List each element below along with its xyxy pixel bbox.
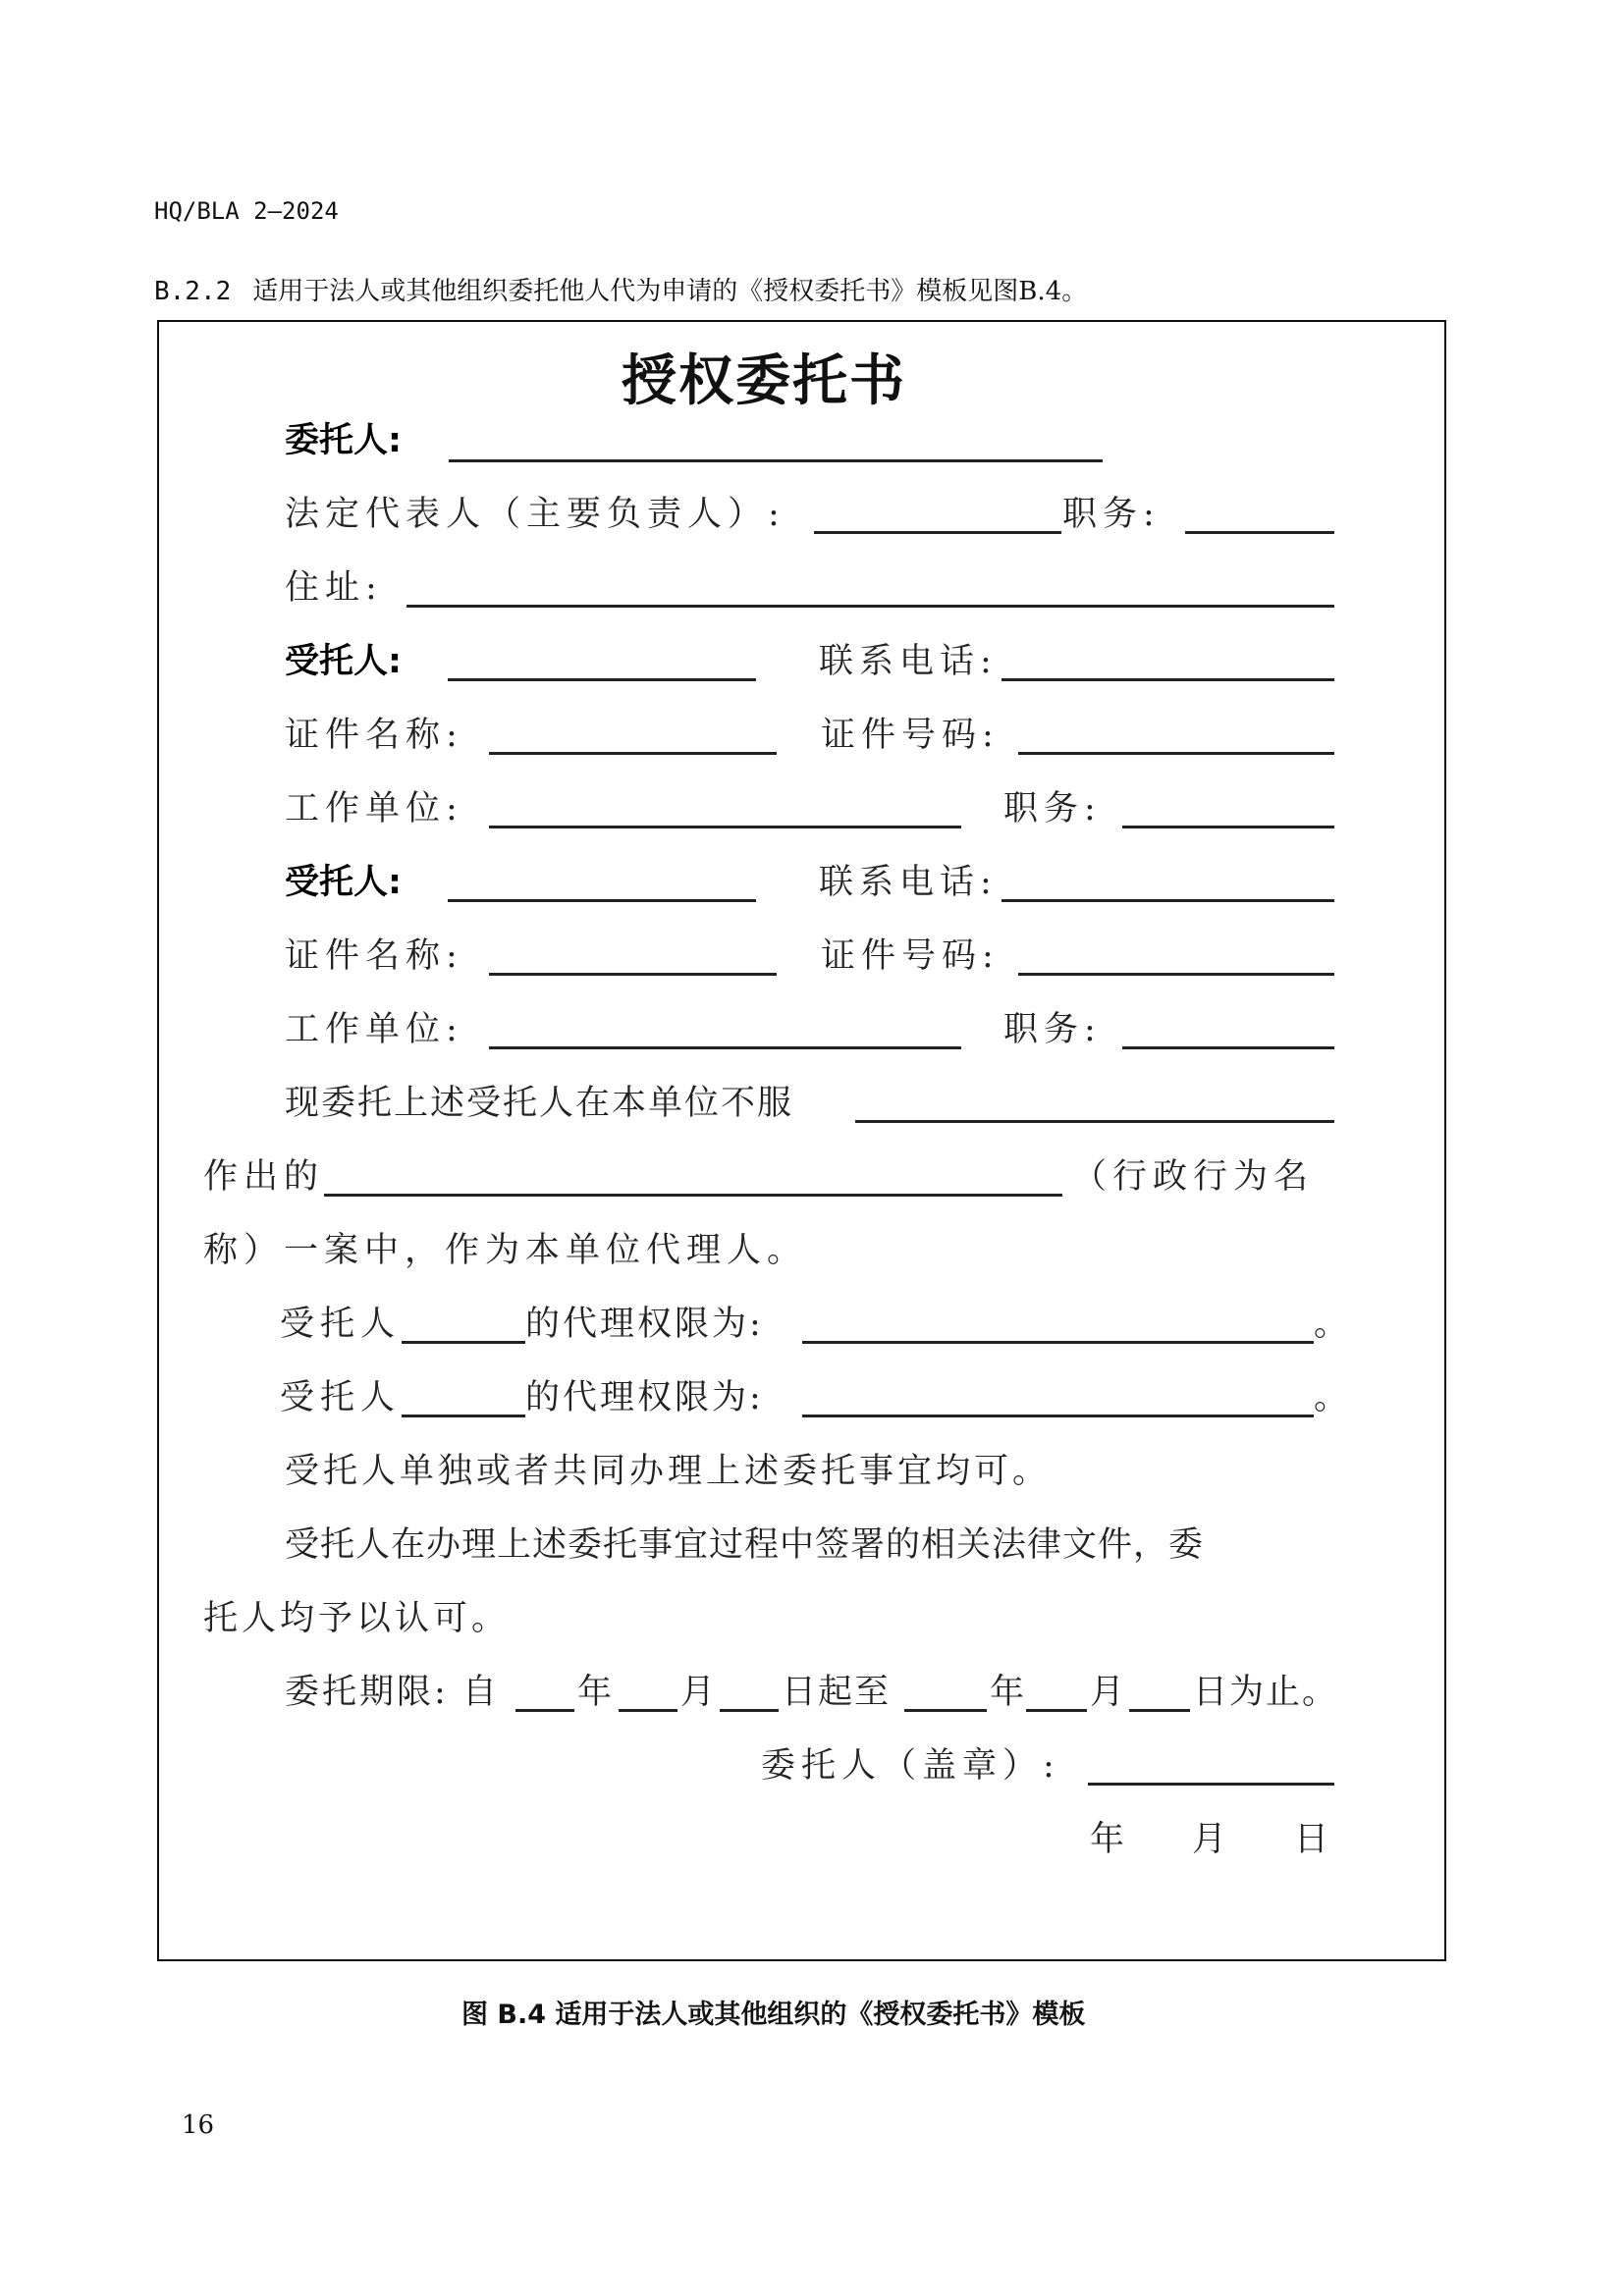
recognition-line-1: 受托人在办理上述委托事宜过程中签署的相关法律文件，委 <box>285 1525 1205 1565</box>
authority1-agent-field[interactable] <box>402 1341 525 1344</box>
term-start-day-field[interactable] <box>720 1709 779 1712</box>
document-code: HQ/BLA 2—2024 <box>154 197 339 225</box>
legal-rep-position-field[interactable] <box>1185 531 1334 534</box>
term-start-year-field[interactable] <box>515 1709 574 1712</box>
agent1-id-number-label: 证件号码: <box>821 716 1000 755</box>
authority2-scope-field[interactable] <box>802 1415 1314 1417</box>
authority1-middle: 的代理权限为: <box>525 1305 764 1344</box>
authority2-middle: 的代理权限为: <box>525 1378 764 1417</box>
agent2-id-number-label: 证件号码: <box>821 936 1000 976</box>
term-start-month-field[interactable] <box>619 1709 677 1712</box>
seal-field[interactable] <box>1088 1783 1334 1786</box>
date-month: 月 <box>1192 1820 1233 1859</box>
agent2-id-type-label: 证件名称: <box>285 936 463 976</box>
agent1-position-field[interactable] <box>1122 826 1334 828</box>
figure-caption: 图 B.4 适用于法人或其他组织的《授权委托书》模板 <box>461 2000 1086 2030</box>
term-end-year-field[interactable] <box>904 1709 987 1712</box>
agent1-id-type-label: 证件名称: <box>285 716 463 755</box>
disputed-agency-field[interactable] <box>855 1120 1334 1123</box>
term-year2: 年 <box>990 1673 1031 1712</box>
authority2-end: 。 <box>1314 1378 1355 1417</box>
entrust-line-3: 称）一案中，作为本单位代理人。 <box>203 1231 808 1270</box>
agent1-position-label: 职务: <box>1003 789 1102 828</box>
clause-text: 适用于法人或其他组织委托他人代为申请的《授权委托书》模板见图B.4。 <box>252 277 1088 306</box>
agent2-phone-label: 联系电话: <box>819 863 998 902</box>
term-day1: 日起至 <box>782 1673 892 1712</box>
joint-statement: 受托人单独或者共同办理上述委托事宜均可。 <box>285 1452 1052 1491</box>
agent1-phone-field[interactable] <box>1001 678 1334 681</box>
entrust-line-2-suffix: （行政行为名 <box>1072 1157 1315 1197</box>
authority1-scope-field[interactable] <box>802 1341 1314 1344</box>
agent1-id-number-field[interactable] <box>1018 752 1334 755</box>
administrative-act-field[interactable] <box>324 1194 1062 1197</box>
page-number: 16 <box>182 2110 215 2140</box>
authority2-agent-field[interactable] <box>402 1415 525 1417</box>
principal-label: 委托人: <box>285 421 402 460</box>
term-year1: 年 <box>577 1673 619 1712</box>
agent1-phone-label: 联系电话: <box>819 642 998 681</box>
agent2-position-field[interactable] <box>1122 1046 1334 1049</box>
agent2-name-field[interactable] <box>448 899 756 902</box>
agent2-employer-label: 工作单位: <box>285 1010 463 1049</box>
legal-rep-field[interactable] <box>814 531 1061 534</box>
principal-field[interactable] <box>449 459 1103 462</box>
form-title: 授权委托书 <box>622 349 906 413</box>
agent1-name-field[interactable] <box>448 678 756 681</box>
term-end-month-field[interactable] <box>1026 1709 1087 1712</box>
authority1-prefix: 受托人 <box>280 1305 402 1344</box>
entrust-line-2-prefix: 作出的 <box>203 1157 325 1197</box>
authority1-end: 。 <box>1314 1305 1355 1344</box>
agent2-employer-field[interactable] <box>489 1046 961 1049</box>
agent2-label: 受托人: <box>285 863 402 902</box>
agent1-id-type-field[interactable] <box>489 752 777 755</box>
seal-label: 委托人（盖章）: <box>761 1746 1060 1786</box>
agent1-label: 受托人: <box>285 642 402 681</box>
agent1-employer-field[interactable] <box>489 826 961 828</box>
recognition-line-2: 托人均予以认可。 <box>203 1599 511 1638</box>
agent2-position-label: 职务: <box>1003 1010 1102 1049</box>
agent2-id-number-field[interactable] <box>1018 973 1334 976</box>
authority2-prefix: 受托人 <box>280 1378 402 1417</box>
term-day2: 日为止。 <box>1193 1673 1339 1712</box>
term-month2: 月 <box>1090 1673 1131 1712</box>
agent2-id-type-field[interactable] <box>489 973 777 976</box>
address-label: 住址: <box>285 568 383 608</box>
clause-number: B.2.2 <box>154 277 232 306</box>
legal-rep-position-label: 职务: <box>1062 495 1161 534</box>
clause-b22 <box>154 271 1087 307</box>
agent1-employer-label: 工作单位: <box>285 789 463 828</box>
term-month1: 月 <box>680 1673 722 1712</box>
date-year: 年 <box>1090 1820 1131 1859</box>
address-field[interactable] <box>406 605 1334 608</box>
date-day: 日 <box>1294 1820 1335 1859</box>
legal-rep-label: 法定代表人（主要负责人）: <box>285 495 785 534</box>
agent2-phone-field[interactable] <box>1001 899 1334 902</box>
term-label: 委托期限: 自 <box>285 1673 500 1712</box>
entrust-line-1: 现委托上述受托人在本单位不服 <box>285 1084 794 1123</box>
term-end-day-field[interactable] <box>1129 1709 1190 1712</box>
